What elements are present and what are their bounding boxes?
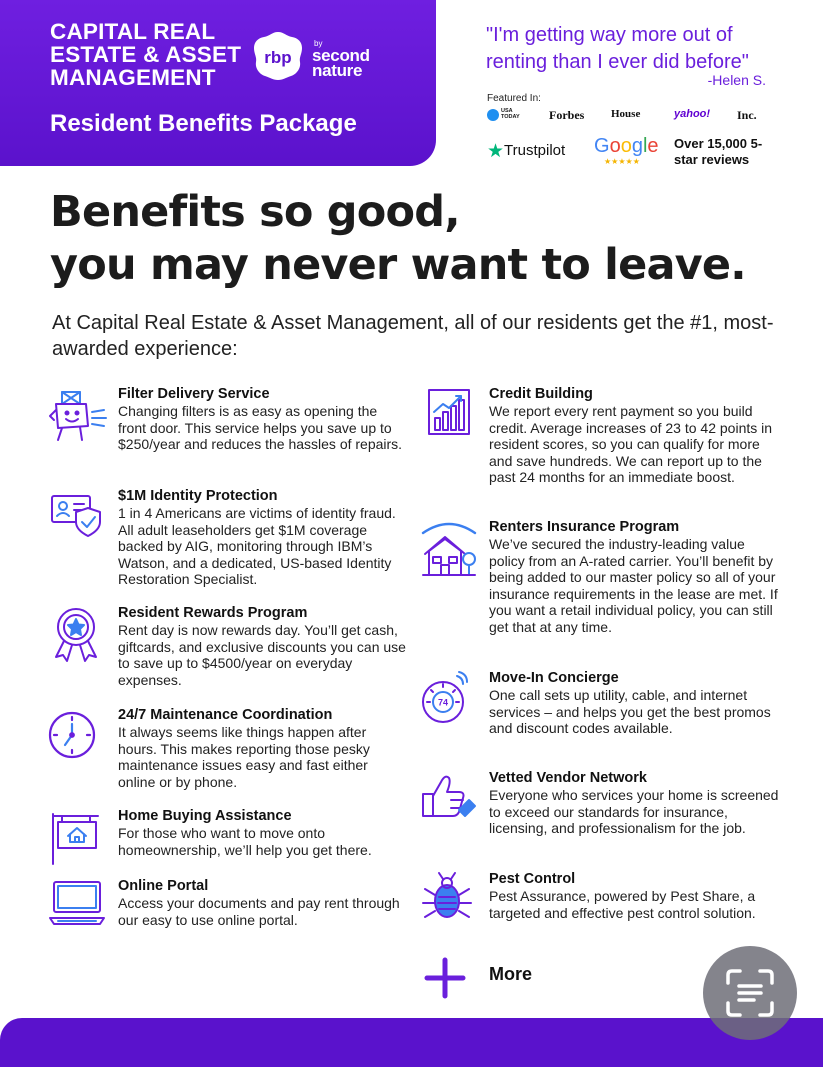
rbp-logo <box>252 30 304 82</box>
thumbs-up-icon <box>419 770 479 830</box>
benefit-description: We report every rent payment so you build credit. Average increases of 23 to 42 points in resident scores, so you can qualify for more and save hundreds. We can report up to the past 24 months for an immediate boost. <box>489 403 773 485</box>
package-title: Resident Benefits Package <box>50 110 357 137</box>
google-letter: o <box>609 135 621 157</box>
benefit-description: Changing filters is as easy as opening the front door. This service helps you save up to $250/year and reduces the hassles of repairs. <box>118 403 403 452</box>
bug-icon <box>419 871 479 931</box>
benefit-title: Filter Delivery Service <box>118 386 270 402</box>
google-letter: e <box>647 135 659 157</box>
benefit-move-in-concierge <box>419 670 799 760</box>
google-rating-stars-icon: ★★★★★ <box>604 157 640 166</box>
forbes-logo: Forbes <box>549 108 585 122</box>
award-ribbon-icon <box>48 605 108 665</box>
home-sign-icon <box>48 808 108 868</box>
benefit-title: Credit Building <box>489 386 593 402</box>
review-count: Over 15,000 5-star reviews <box>674 136 763 167</box>
benefit-title: $1M Identity Protection <box>118 488 278 504</box>
benefit-filter-delivery <box>48 386 418 476</box>
company-name: CAPITAL REAL ESTATE & ASSET MANAGEMENT <box>50 19 242 90</box>
testimonial-author: -Helen S. <box>707 72 766 88</box>
featured-label: Featured In: <box>487 93 541 104</box>
plus-icon[interactable] <box>424 957 466 999</box>
trustpilot-text: Trustpilot <box>504 142 566 159</box>
google-logo <box>594 135 659 158</box>
rbp-logo-text: rbp <box>264 48 292 67</box>
laptop-icon <box>48 878 108 938</box>
benefit-resident-rewards <box>48 605 418 695</box>
house-umbrella-icon <box>419 519 479 579</box>
press-logos <box>487 106 777 128</box>
house-logo: House <box>611 108 641 120</box>
clock-icon <box>48 707 108 767</box>
benefit-title: Vetted Vendor Network <box>489 770 647 786</box>
testimonial-quote: "I'm getting way more out of renting than I ever did before" <box>486 24 749 73</box>
google-letter: l <box>642 135 648 157</box>
benefit-description: For those who want to move onto homeownership, we’ll help you get there. <box>118 825 372 858</box>
trustpilot-logo <box>487 140 565 163</box>
second-nature-logo <box>312 40 402 78</box>
partner-by: by <box>314 39 323 48</box>
benefit-description: It always seems like things happen after hours. This makes reporting those pesky maintenance issues easy and fast either online or by phone. <box>118 724 370 790</box>
trustpilot-star-icon: ★ <box>487 141 505 162</box>
benefit-description: 1 in 4 Americans are victims of identity fraud. All adult leaseholders get $1M coverage backed by AIG, monitoring through IBM’s Watson, and a dedicated, US-based Identity Restoration Specialist. <box>118 505 396 587</box>
headline-line-2: you may never want to leave. <box>50 240 746 290</box>
headline-line-1: Benefits so good, <box>50 187 460 237</box>
filter-box-icon <box>48 386 108 446</box>
benefit-description: Everyone who services your home is screened to exceed our standards for insurance, licensing, and professionalism for the job. <box>489 787 779 836</box>
benefit-description: We’ve secured the industry-leading value policy from an A-rated carrier. You’ll benefit by being added to our master policy so all of your insurance requirements in the lease are met. If you want a retail individual policy, you can still get that at any time. <box>489 536 778 635</box>
benefit-title: Move-In Concierge <box>489 670 619 686</box>
benefit-online-portal <box>48 878 418 938</box>
benefit-identity-protection <box>48 488 418 588</box>
benefit-vetted-vendor <box>419 770 799 860</box>
yahoo-logo: yahoo! <box>674 108 711 120</box>
benefit-title: Resident Rewards Program <box>118 605 308 621</box>
inc-logo: Inc. <box>737 108 757 122</box>
benefit-title: Online Portal <box>118 878 209 894</box>
gauge-icon <box>419 670 479 730</box>
scan-text-icon <box>724 967 776 1019</box>
benefit-title: 24/7 Maintenance Coordination <box>118 707 333 723</box>
benefit-description: Pest Assurance, powered by Pest Share, a targeted and effective pest control solution. <box>489 888 756 921</box>
benefit-description: One call sets up utility, cable, and internet services – and helps you get the best promos and discount codes available. <box>489 687 771 736</box>
benefit-description: Rent day is now rewards day. You’ll get cash, giftcards, and exclusive discounts you can use to save up to $4500/year on everyday expenses. <box>118 622 406 688</box>
usa-today-dot-icon <box>487 109 499 121</box>
google-letter: g <box>631 135 643 157</box>
scan-text-button[interactable] <box>703 946 797 1040</box>
gauge-number: 74 <box>437 697 449 708</box>
benefit-title: Home Buying Assistance <box>118 808 292 824</box>
benefit-home-buying <box>48 808 418 868</box>
partner-name: second nature <box>312 46 370 80</box>
id-shield-icon <box>48 488 108 548</box>
footer-band <box>0 1018 823 1067</box>
benefit-credit-building <box>419 386 799 506</box>
google-letter: o <box>620 135 632 157</box>
bar-chart-icon <box>419 386 479 446</box>
headline <box>50 186 810 292</box>
benefit-description: Access your documents and pay rent through our easy to use online portal. <box>118 895 400 928</box>
more-link[interactable]: More <box>489 964 533 984</box>
benefit-renters-insurance <box>419 519 799 654</box>
benefit-maintenance <box>48 707 418 797</box>
google-letter: G <box>594 135 610 157</box>
benefit-title: Pest Control <box>489 871 576 887</box>
benefit-pest-control <box>419 871 799 946</box>
intro-text: At Capital Real Estate & Asset Management, all of our residents get the #1, most-awarded experience: <box>52 312 774 360</box>
benefit-title: Renters Insurance Program <box>489 519 680 535</box>
usa-today-logo: USA TODAY <box>501 108 520 120</box>
